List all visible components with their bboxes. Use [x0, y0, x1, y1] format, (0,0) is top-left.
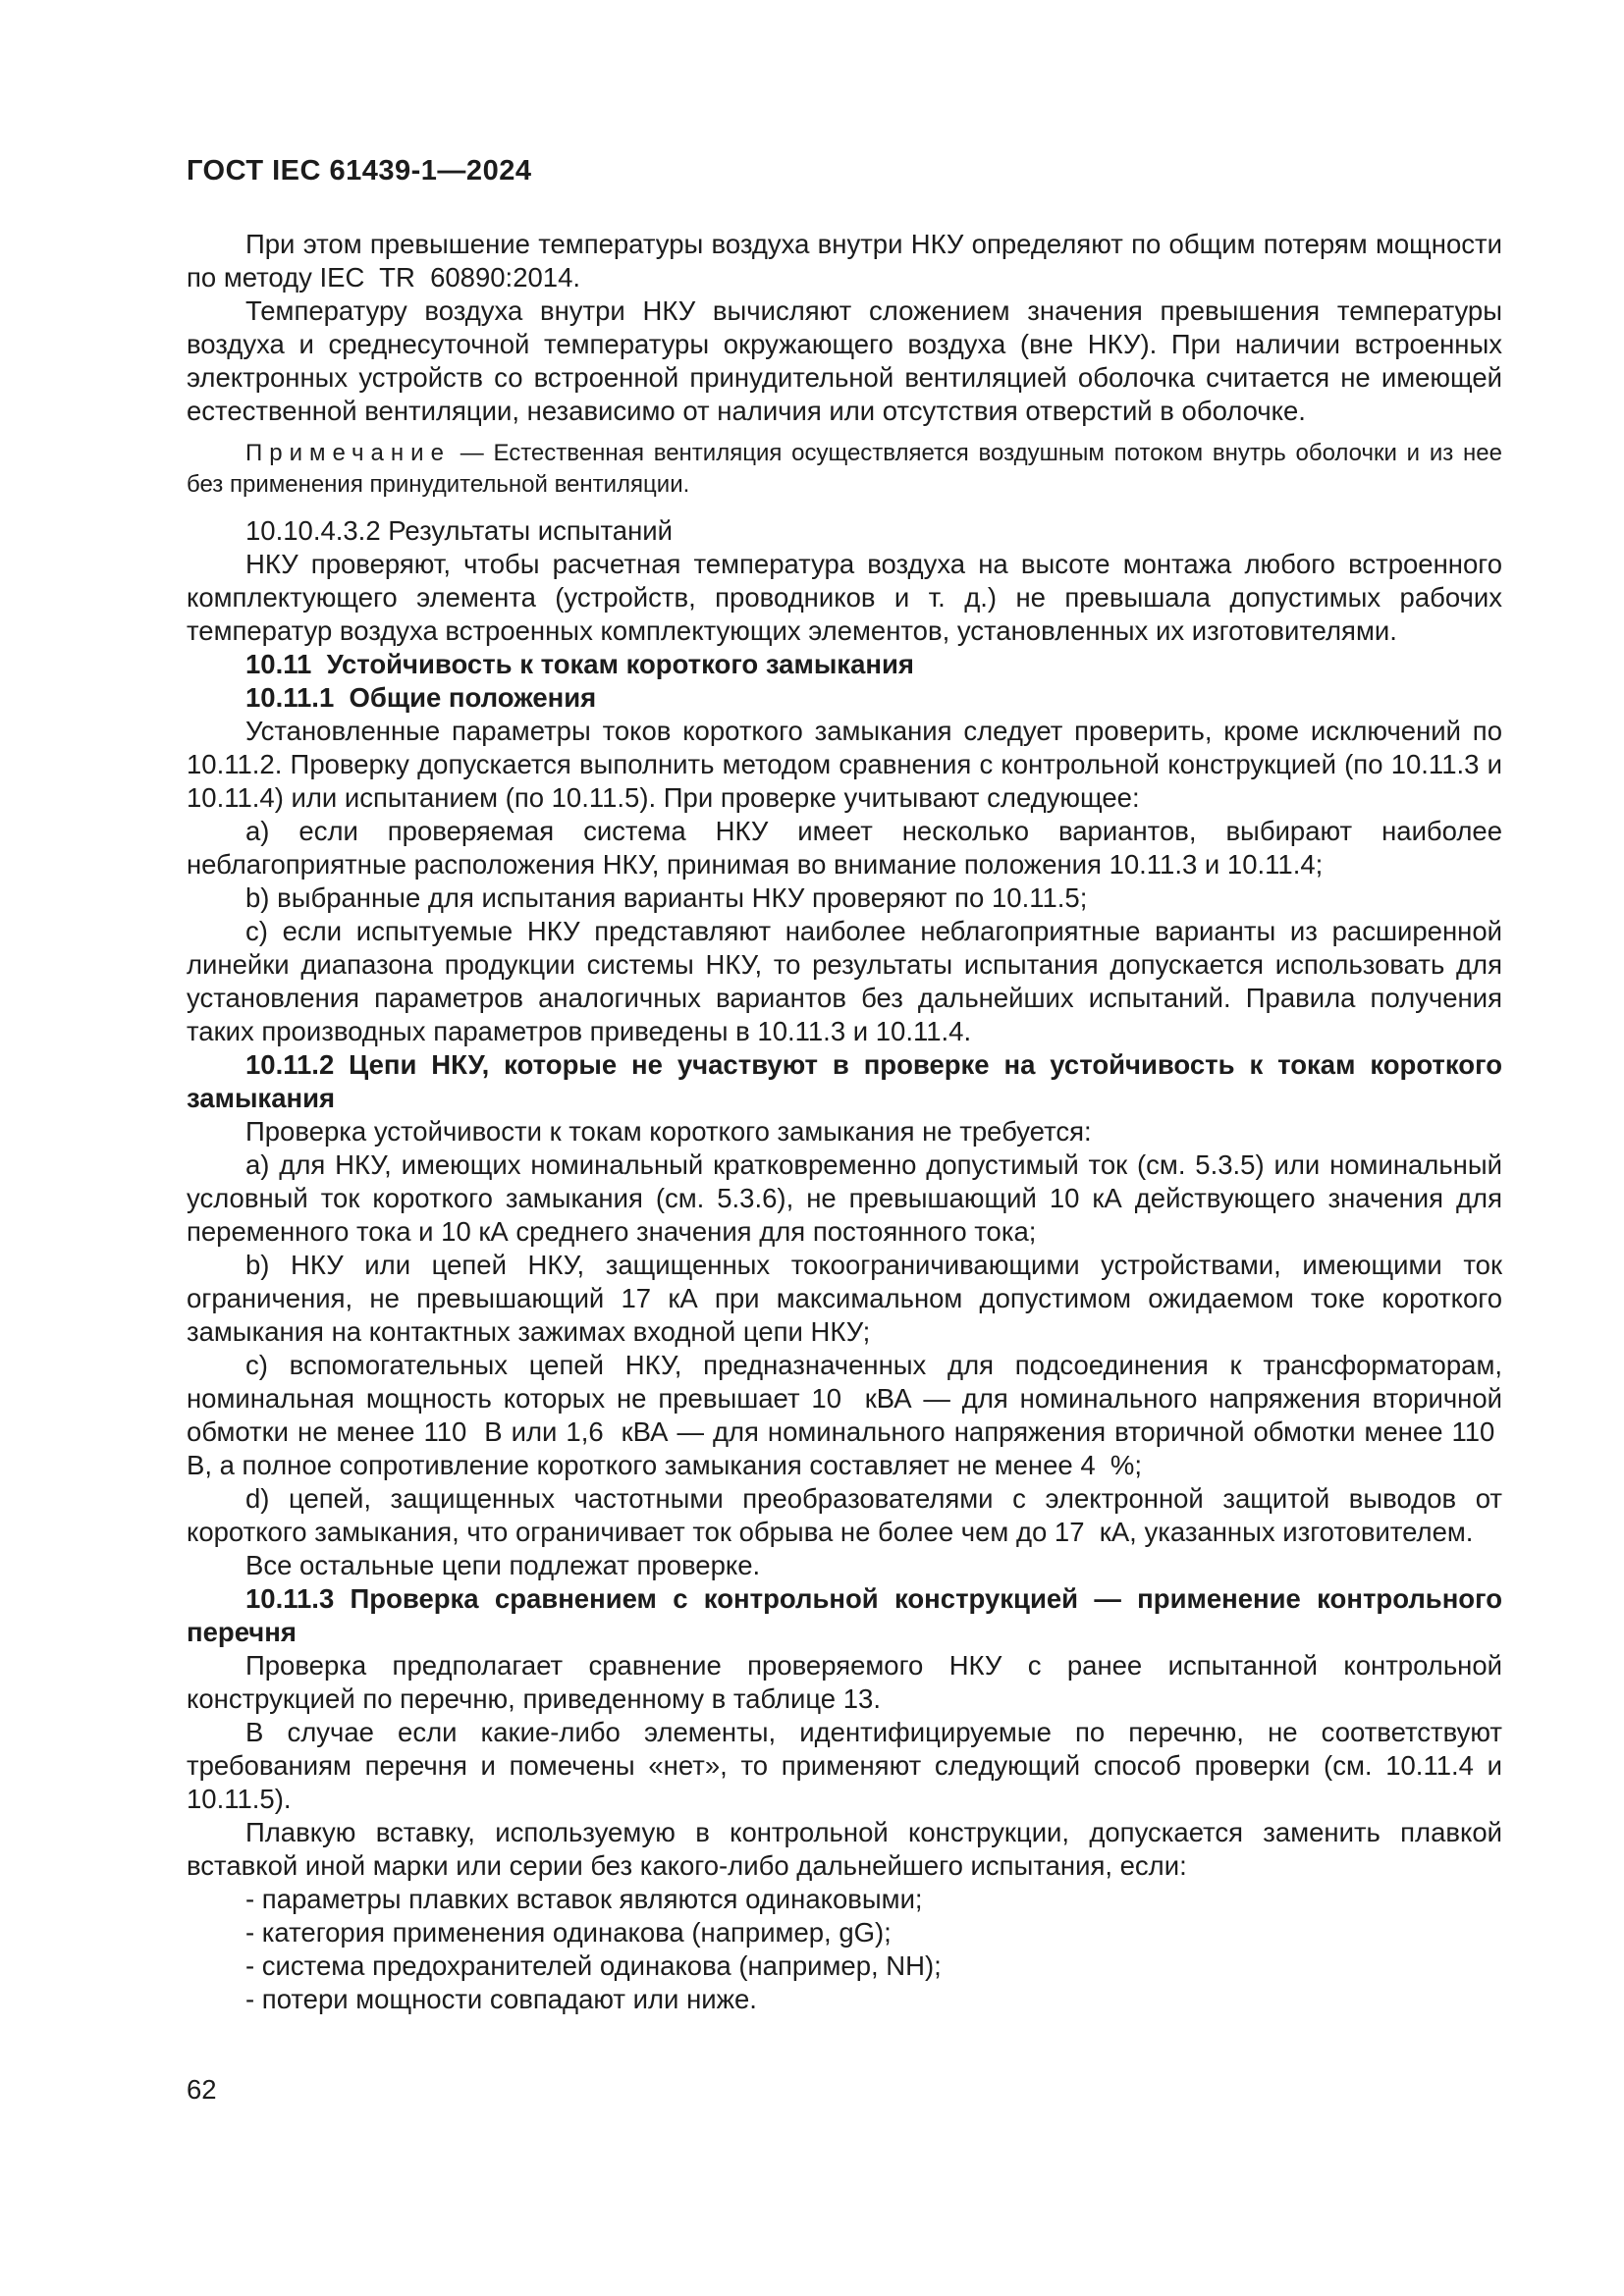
paragraph: Установленные параметры токов короткого замыкания следует проверить, кроме исключений по 10.11.2. Проверку допускается выполнить методом сравнения с контрольной конструкцией (по 10.11.3 и 10.11.4) или испытанием (по 10.11.5). При проверке учитывают следующее:	[187, 716, 1502, 813]
dash-list-item: - потери мощности совпадают или ниже.	[245, 1984, 757, 2014]
heading-10-10-4-3-2: 10.10.4.3.2 Результаты испытаний	[245, 515, 673, 546]
list-item-c: c) если испытуемые НКУ представляют наиболее неблагоприятные варианты из расширенной линейки диапазона продукции системы НКУ, то результаты испытания допускается использовать для установления параметров аналогичных вариантов без дальнейших испытаний. Правила получения таких производных параметров приведены в 10.11.3 и 10.11.4.	[187, 916, 1502, 1046]
note-label: Примечание	[245, 440, 451, 466]
list-item-a: a) для НКУ, имеющих номинальный кратковременно допустимый ток (см. 5.3.5) или номинальный условный ток короткого замыкания (см. 5.3.6), не превышающий 10 кА действующего значения для переменного тока и 10 кА среднего значения для постоянного тока;	[187, 1149, 1502, 1247]
paragraph: В случае если какие-либо элементы, идентифицируемые по перечню, не соответствуют требованиям перечня и помечены «нет», то применяют следующий способ проверки (см. 10.11.4 и 10.11.5).	[187, 1717, 1502, 1814]
running-header-doc-code: ГОСТ IEC 61439-1—2024	[187, 155, 532, 187]
heading-10-11-3: 10.11.3 Проверка сравнением с контрольной конструкцией — применение контрольного перечня	[187, 1583, 1502, 1647]
heading-10-11-2: 10.11.2 Цепи НКУ, которые не участвуют в проверке на устойчивость к токам короткого замыкания	[187, 1049, 1502, 1113]
heading-10-11-1: 10.11.1 Общие положения	[245, 682, 597, 713]
heading-10-11: 10.11 Устойчивость к токам короткого замыкания	[245, 649, 914, 679]
list-item-a: a) если проверяемая система НКУ имеет несколько вариантов, выбирают наиболее неблагоприятные расположения НКУ, принимая во внимание положения 10.11.3 и 10.11.4;	[187, 816, 1502, 880]
paragraph: НКУ проверяют, чтобы расчетная температура воздуха на высоте монтажа любого встроенного комплектующего элемента (устройств, проводников и т. д.) не превышала допустимых рабочих температур воздуха встроенных комплектующих элементов, установленных их изготовителями.	[187, 549, 1502, 646]
note	[187, 438, 1502, 501]
page-number: 62	[187, 2074, 217, 2105]
paragraph: Проверка устойчивости к токам короткого замыкания не требуется:	[245, 1116, 1092, 1147]
paragraph: Плавкую вставку, используемую в контрольной конструкции, допускается заменить плавкой вставкой иной марки или серии без какого-либо дальнейшего испытания, если:	[187, 1817, 1502, 1881]
dash-list-item: - система предохранителей одинакова (например, NH);	[245, 1950, 942, 1981]
paragraph: Все остальные цепи подлежат проверке.	[245, 1550, 761, 1580]
paragraph: При этом превышение температуры воздуха внутри НКУ определяют по общим потерям мощности по методу IEC TR 60890:2014.	[187, 229, 1502, 293]
list-item-c: c) вспомогательных цепей НКУ, предназначенных для подсоединения к трансформаторам, номинальная мощность которых не превышает 10 кВА — для номинального напряжения вторичной обмотки не менее 110 В или 1,6 кВА — для номинального напряжения вторичной обмотки менее 110 В, а полное сопротивление короткого замыкания составляет не менее 4 %;	[187, 1350, 1502, 1480]
document-body	[187, 228, 1502, 2016]
dash-list-item: - параметры плавких вставок являются одинаковыми;	[245, 1884, 923, 1914]
paragraph: Проверка предполагает сравнение проверяемого НКУ с ранее испытанной контрольной конструкцией по перечню, приведенному в таблице 13.	[187, 1650, 1502, 1714]
dash-list-item: - категория применения одинакова (например, gG);	[245, 1917, 892, 1948]
list-item-b: b) НКУ или цепей НКУ, защищенных токоограничивающими устройствами, имеющими ток ограничения, не превышающий 17 кА при максимальном допустимом ожидаемом токе короткого замыкания на контактных зажимах входной цепи НКУ;	[187, 1250, 1502, 1347]
paragraph: Температуру воздуха внутри НКУ вычисляют сложением значения превышения температуры воздуха и среднесуточной температуры окружающего воздуха (вне НКУ). При наличии встроенных электронных устройств со встроенной принудительной вентиляцией оболочка считается не имеющей естественной вентиляции, независимо от наличия или отсутствия отверстий в оболочке.	[187, 295, 1502, 426]
list-item-d: d) цепей, защищенных частотными преобразователями с электронной защитой выводов от короткого замыкания, что ограничивает ток обрыва не более чем до 17 кА, указанных изготовителем.	[187, 1483, 1502, 1547]
list-item-b: b) выбранные для испытания варианты НКУ проверяют по 10.11.5;	[245, 882, 1088, 913]
note-text: — Естественная вентиляция осуществляется воздушным потоком внутрь оболочки и из нее без применения принудительной вентиляции.	[187, 440, 1502, 498]
